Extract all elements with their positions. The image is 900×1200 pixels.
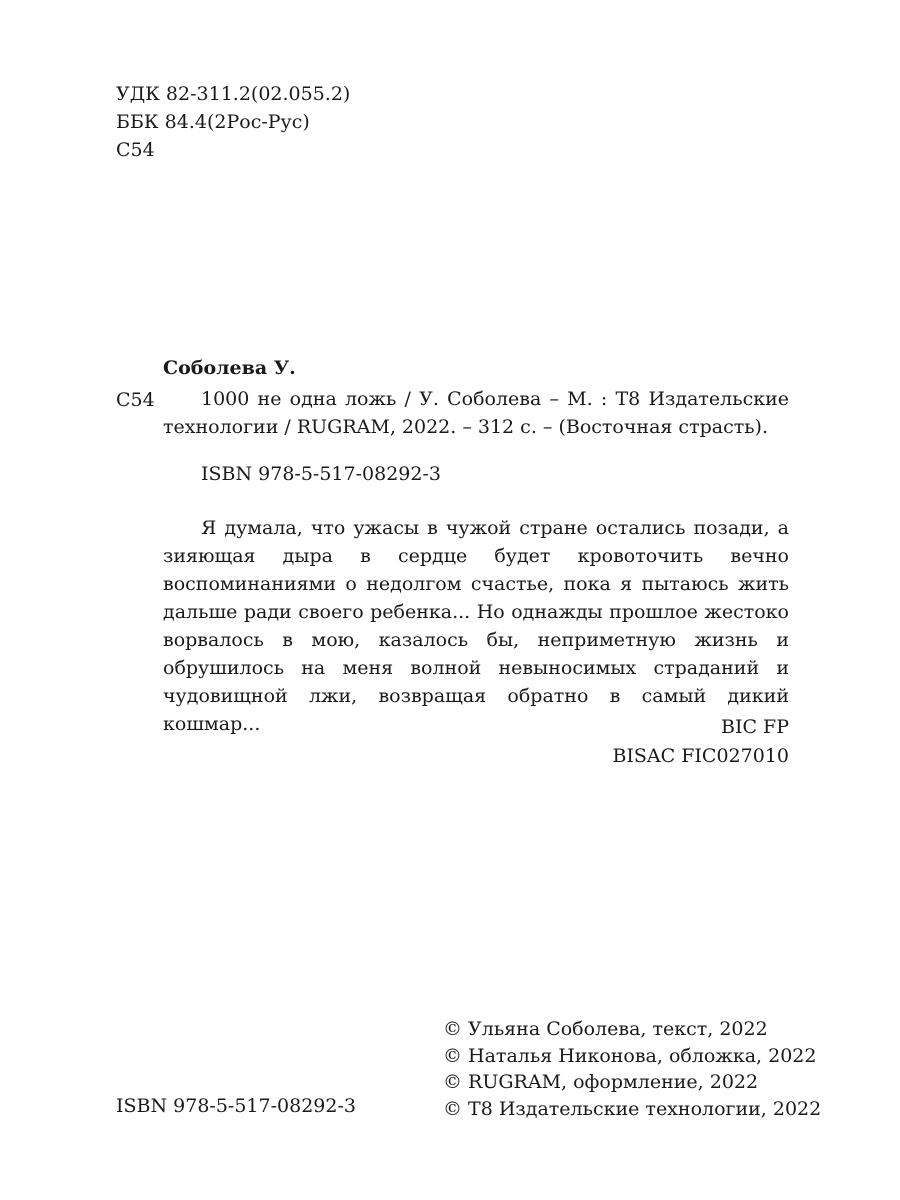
author-mark-top: С54	[116, 139, 155, 161]
author-heading: Соболева У.	[163, 357, 296, 379]
copyright-line: © Т8 Издательские технологии, 2022	[443, 1097, 822, 1120]
author-mark-entry: С54	[116, 389, 155, 411]
copyright-line: © RUGRAM, оформление, 2022	[443, 1071, 759, 1093]
annotation-paragraph: Я думала, что ужасы в чужой стране остались позади, а зияющая дыра в сердце будет кровоточить вечно воспоминаниями о недолгом счастье, пока я пытаюсь жить дальше ради своего ребенка... Но однажды прошлое жестоко ворвалось в мою, казалось бы, неприметную жизнь и обрушилось на меня волной невыносимых страданий и чудовищной лжи, возвращая обратно в самый дикий кошмар...	[163, 517, 789, 735]
copyright-line: © Ульяна Соболева, текст, 2022	[443, 1018, 768, 1040]
bbk-code: ББК 84.4(2Рос-Рус)	[116, 111, 310, 133]
copyright-line: © Наталья Никонова, обложка, 2022	[443, 1044, 817, 1067]
bisac-code: BISAC FIC027010	[612, 745, 789, 767]
udk-code: УДК 82-311.2(02.055.2)	[116, 83, 351, 105]
isbn-bottom: ISBN 978-5-517-08292-3	[116, 1095, 356, 1117]
bic-code: BIC FP	[720, 716, 789, 738]
copyright-block	[443, 1016, 821, 1122]
bibliographic-description: 1000 не одна ложь / У. Соболева – М. : Т8 Издательские технологии / RUGRAM, 2022. – 312 с. – (Восточная страсть).	[163, 388, 789, 438]
isbn-entry: ISBN 978-5-517-08292-3	[201, 463, 441, 485]
